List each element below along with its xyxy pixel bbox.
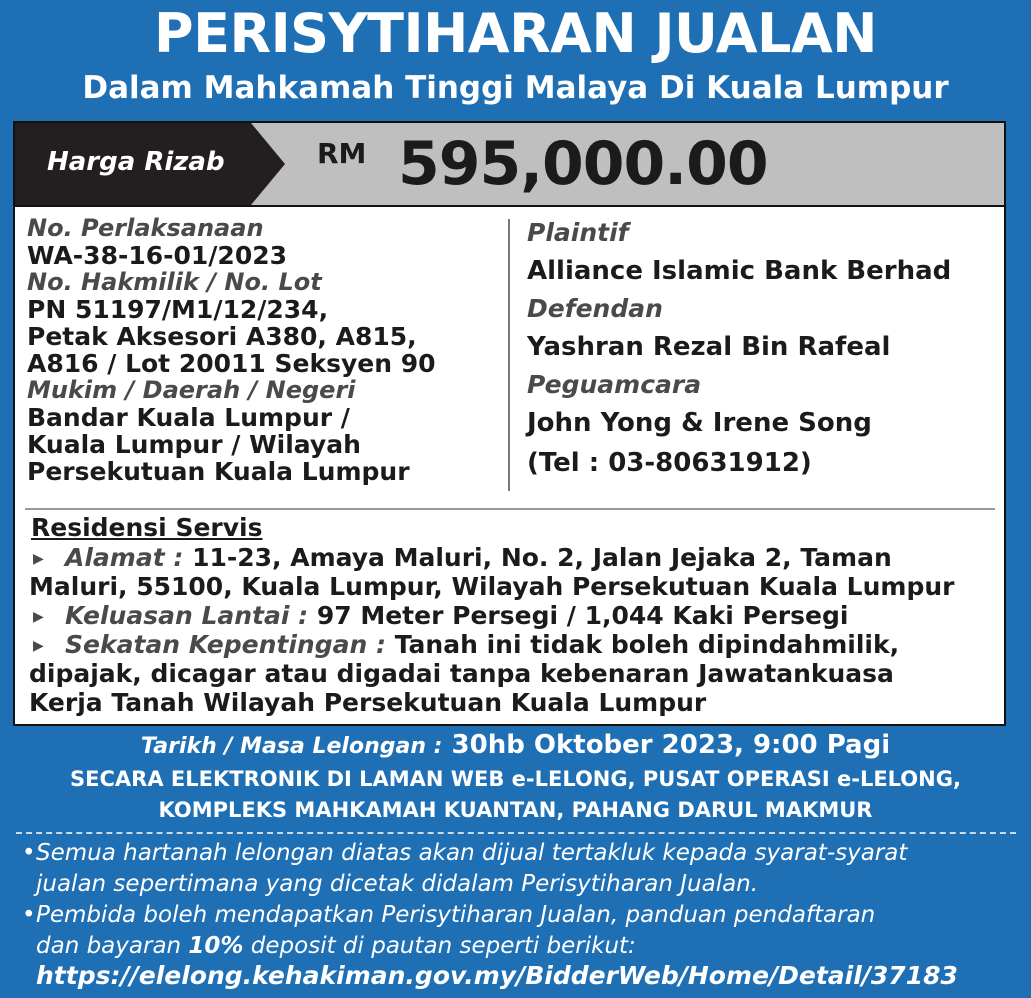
list-item — [29, 630, 994, 717]
note-item — [22, 900, 1022, 962]
triangle-bullet-icon: ▶ — [33, 551, 44, 567]
title-lot-label: No. Hakmilik / No. Lot — [27, 268, 322, 296]
plaintiff-label: Plaintif — [527, 218, 629, 247]
execution-number-value: WA-38-16-01/2023 — [27, 241, 288, 270]
auction-venue-line: SECARA ELEKTRONIK DI LAMAN WEB e-LELONG, PUSAT OPERASI e-LELONG, — [70, 767, 961, 791]
auction-venue-line: KOMPLEKS MAHKAMAH KUANTAN, PAHANG DARUL MAKMUR — [158, 798, 873, 822]
auction-datetime-value: 30hb Oktober 2023, 9:00 Pagi — [451, 730, 891, 760]
address-value: 11-23, Amaya Maluri, No. 2, Jalan Jejaka 2, Taman — [192, 543, 892, 572]
list-item — [29, 543, 994, 601]
property-details-list — [29, 543, 994, 717]
execution-number-label: No. Perlaksanaan — [27, 214, 264, 242]
auction-datetime-label: Tarikh / Masa Lelongan : — [140, 734, 443, 759]
location-label: Mukim / Daerah / Negeri — [27, 376, 356, 404]
section-divider — [25, 508, 995, 510]
details-panel — [13, 121, 1006, 726]
restriction-value: Kerja Tanah Wilayah Persekutuan Kuala Lumpur — [29, 688, 707, 717]
notice-title: PERISYTIHARAN JUALAN — [154, 2, 877, 65]
lawyer-phone: (Tel : 03-80631912) — [527, 448, 812, 478]
location-value: Kuala Lumpur / Wilayah — [27, 430, 361, 459]
note-text: dan bayaran — [36, 933, 189, 959]
court-subtitle: Dalam Mahkamah Tinggi Malaya Di Kuala Lumpur — [82, 70, 949, 106]
list-item — [29, 601, 994, 630]
bidder-link[interactable]: https://elelong.kehakiman.gov.my/BidderWeb/Home/Detail/37183 — [36, 961, 958, 990]
triangle-bullet-icon: ▶ — [33, 609, 44, 625]
auction-datetime — [0, 730, 1031, 762]
defendant-label: Defendan — [527, 294, 663, 323]
triangle-bullet-icon: ▶ — [33, 638, 44, 654]
lawyer-value: John Yong & Irene Song — [527, 408, 872, 438]
title-lot-value: A816 / Lot 20011 Seksyen 90 — [27, 349, 436, 378]
note-text: deposit di pautan seperti berikut: — [243, 933, 636, 959]
note-text: Pembida boleh mendapatkan Perisytiharan Jualan, panduan pendaftaran — [36, 902, 876, 928]
title-lot-value: PN 51197/M1/12/234, — [27, 295, 329, 324]
auction-venue — [0, 764, 1031, 826]
floor-area-value: 97 Meter Persegi / 1,044 Kaki Persegi — [316, 601, 849, 630]
restriction-value: Tanah ini tidak boleh dipindahmilik, — [394, 630, 900, 659]
note-text: jualan sepertimana yang dicetak didalam Perisytiharan Jualan. — [36, 871, 759, 897]
column-divider — [508, 219, 510, 491]
plaintiff-value: Alliance Islamic Bank Berhad — [527, 256, 952, 286]
case-details-column — [27, 215, 497, 485]
location-value: Bandar Kuala Lumpur / — [27, 403, 350, 432]
lawyer-label: Peguamcara — [527, 370, 702, 399]
address-value: Maluri, 55100, Kuala Lumpur, Wilayah Persekutuan Kuala Lumpur — [29, 572, 955, 601]
restriction-value: dipajak, dicagar atau digadai tanpa kebenaran Jawatankuasa — [29, 659, 894, 688]
dashed-divider — [16, 832, 1016, 834]
currency-label: RM — [317, 137, 367, 170]
address-label: Alamat : — [65, 543, 184, 572]
restriction-label: Sekatan Kepentingan : — [65, 630, 386, 659]
defendant-value: Yashran Rezal Bin Rafeal — [527, 332, 891, 362]
reserve-price-label: Harga Rizab — [47, 147, 225, 177]
deposit-percentage: 10% — [188, 933, 244, 959]
location-value: Persekutuan Kuala Lumpur — [27, 457, 410, 486]
reserve-price-amount: 595,000.00 — [398, 129, 768, 199]
bullet-icon: • — [22, 902, 36, 928]
title-lot-value: Petak Aksesori A380, A815, — [27, 322, 417, 351]
note-item — [22, 838, 1022, 900]
parties-column — [527, 215, 987, 483]
note-text: Semua hartanah lelongan diatas akan dijual tertakluk kepada syarat-syarat — [36, 840, 908, 866]
bullet-icon: • — [22, 840, 36, 866]
reserve-price-bar — [15, 123, 1004, 207]
floor-area-label: Keluasan Lantai : — [65, 601, 309, 630]
notes-section — [22, 838, 1022, 962]
property-type-heading: Residensi Servis — [31, 513, 263, 542]
